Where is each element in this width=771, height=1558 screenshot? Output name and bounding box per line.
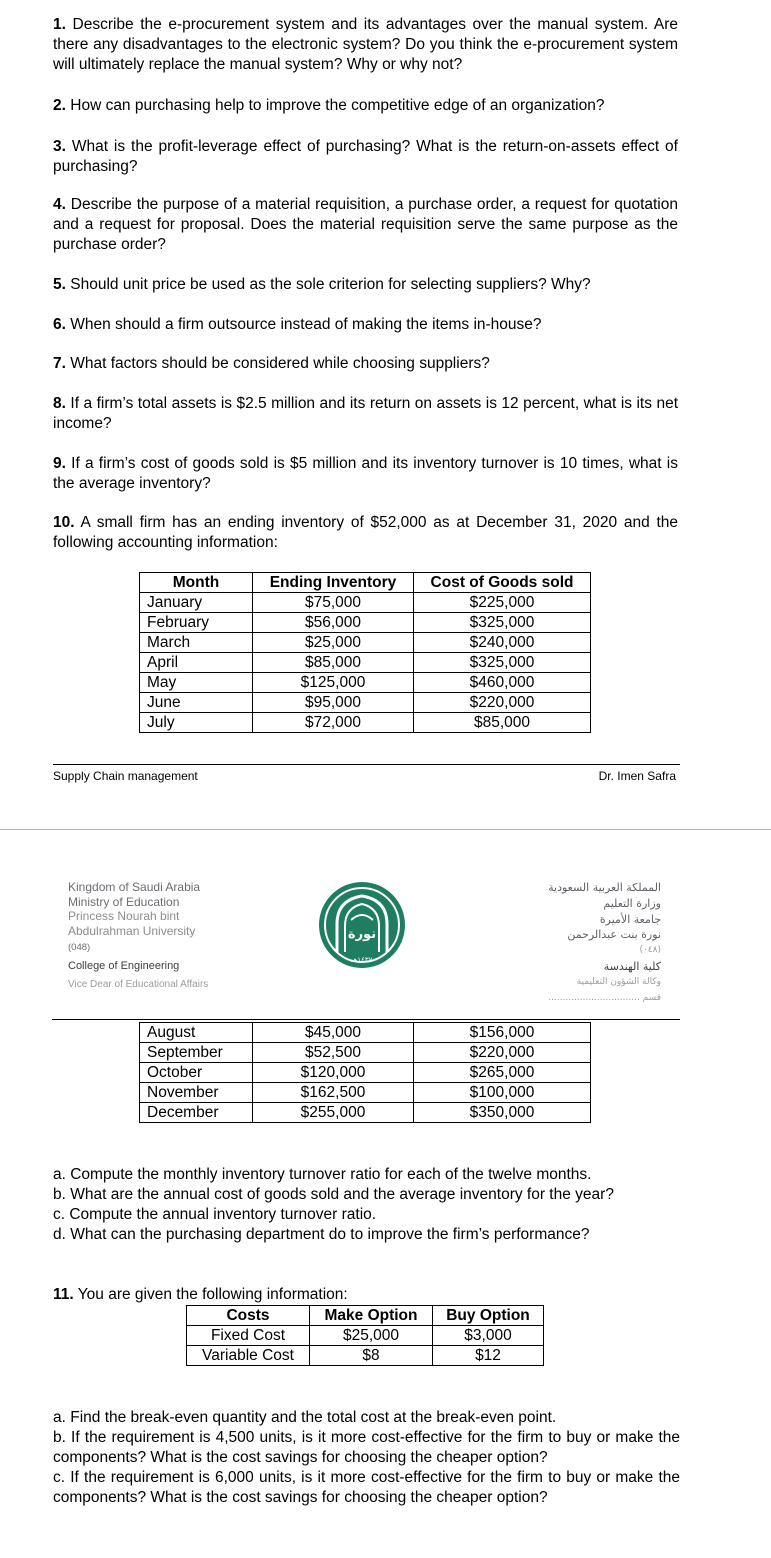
column-header-ending-inventory: Ending Inventory <box>253 573 414 593</box>
footer-rule <box>53 764 680 765</box>
cell-cogs: $156,000 <box>414 1023 591 1043</box>
cell-month: February <box>140 613 253 633</box>
cell-ending-inventory: $72,000 <box>253 713 414 733</box>
question-text: Describe the purpose of a material requisition, a purchase order, a request for quotation and a request for proposal. Does the material requisition serve the same purpose as the purchase order? <box>53 196 678 253</box>
question-text: What is the profit-leverage effect of purchasing? What is the return-on-assets effect of purchasing? <box>53 138 678 175</box>
table-row <box>140 693 591 713</box>
cell-cogs: $225,000 <box>414 593 591 613</box>
letterhead-line: Vice Dear of Educational Affairs <box>68 978 209 990</box>
letterhead-line: كلية الهندسة <box>603 959 661 973</box>
table-row <box>140 1023 591 1043</box>
cell-month: August <box>140 1023 253 1043</box>
cell-cogs: $220,000 <box>414 693 591 713</box>
question-6 <box>53 315 678 335</box>
university-logo <box>315 880 409 970</box>
table-row <box>140 1043 591 1063</box>
question-text: You are given the following information: <box>77 1286 348 1303</box>
question-number: 10. <box>53 514 75 531</box>
question-4 <box>53 195 678 255</box>
cell-cogs: $460,000 <box>414 673 591 693</box>
cell-month: September <box>140 1043 253 1063</box>
cell-ending-inventory: $120,000 <box>253 1063 414 1083</box>
page-divider <box>0 829 771 830</box>
table-row <box>140 653 591 673</box>
column-header-month: Month <box>140 573 253 593</box>
question-11 <box>53 1285 678 1305</box>
footer-author: Dr. Imen Safra <box>598 769 676 783</box>
cell-cogs: $350,000 <box>414 1103 591 1123</box>
inventory-table-continued <box>139 1022 591 1123</box>
cell-month: November <box>140 1083 253 1103</box>
make-buy-table <box>186 1305 544 1366</box>
q10-parts <box>53 1165 683 1245</box>
q11-parts <box>53 1408 680 1508</box>
cell-month: July <box>140 713 253 733</box>
table-row <box>140 1103 591 1123</box>
question-1 <box>53 15 678 75</box>
question-number: 6. <box>53 316 66 333</box>
question-number: 8. <box>53 395 66 412</box>
cell-buy: $3,000 <box>433 1326 544 1346</box>
letterhead-line: نورة بنت عبدالرحمن <box>567 928 661 942</box>
cell-ending-inventory: $125,000 <box>253 673 414 693</box>
question-number: 2. <box>53 97 66 114</box>
letterhead-rule <box>52 1019 680 1020</box>
cell-cost-type: Variable Cost <box>187 1346 310 1366</box>
cell-month: June <box>140 693 253 713</box>
question-9 <box>53 454 678 494</box>
table-row <box>140 613 591 633</box>
cell-month: May <box>140 673 253 693</box>
inventory-table <box>139 572 591 733</box>
table-row <box>140 1083 591 1103</box>
cell-cogs: $325,000 <box>414 613 591 633</box>
question-number: 9. <box>53 455 66 472</box>
cell-cogs: $85,000 <box>414 713 591 733</box>
column-header-buy: Buy Option <box>433 1306 544 1326</box>
table-row <box>140 633 591 653</box>
question-number: 4. <box>53 196 66 213</box>
column-header-cogs: Cost of Goods sold <box>414 573 591 593</box>
cell-ending-inventory: $45,000 <box>253 1023 414 1043</box>
q10-part-b: b. What are the annual cost of goods sold and the average inventory for the year? <box>53 1186 614 1203</box>
letterhead-line: (048) <box>68 942 91 954</box>
cell-buy: $12 <box>433 1346 544 1366</box>
table-row <box>187 1346 544 1366</box>
cell-make: $8 <box>310 1346 433 1366</box>
q10-part-d: d. What can the purchasing department do to improve the firm’s performance? <box>53 1226 590 1243</box>
question-text: If a firm’s total assets is $2.5 million and its return on assets is 12 percent, what is its net income? <box>53 395 678 432</box>
cell-month: April <box>140 653 253 673</box>
q11-part-a: a. Find the break-even quantity and the total cost at the break-even point. <box>53 1409 557 1426</box>
cell-ending-inventory: $75,000 <box>253 593 414 613</box>
question-number: 7. <box>53 355 66 372</box>
letterhead-line: College of Engineering <box>68 959 180 972</box>
letterhead-english <box>68 880 268 992</box>
question-number: 3. <box>53 138 66 155</box>
logo-text: نورة <box>347 927 377 942</box>
question-10 <box>53 513 678 553</box>
letterhead-arabic <box>461 880 661 1006</box>
question-text: How can purchasing help to improve the competitive edge of an organization? <box>70 97 605 114</box>
letterhead-line: المملكة العربية السعودية <box>548 881 661 894</box>
letterhead-line: Abdulrahman University <box>68 923 196 938</box>
cell-ending-inventory: $25,000 <box>253 633 414 653</box>
cell-month: October <box>140 1063 253 1083</box>
question-text: A small firm has an ending inventory of $52,000 as at December 31, 2020 and the following accounting information: <box>53 514 679 551</box>
q10-part-a: a. Compute the monthly inventory turnover ratio for each of the twelve months. <box>53 1166 592 1183</box>
question-5 <box>53 275 678 295</box>
table-header-row <box>140 573 591 593</box>
table-row <box>140 673 591 693</box>
letterhead-line: (٠٤٨) <box>639 945 661 956</box>
question-text: Should unit price be used as the sole criterion for selecting suppliers? Why? <box>70 276 591 293</box>
cell-ending-inventory: $52,500 <box>253 1043 414 1063</box>
question-2 <box>53 96 678 116</box>
q11-part-b: b. If the requirement is 4,500 units, is it more cost-effective for the firm to buy or make the components? What is the cost savings for choosing the cheaper option? <box>53 1429 680 1466</box>
question-text: If a firm’s cost of goods sold is $5 million and its inventory turnover is 10 times, what is the average inventory? <box>53 455 678 492</box>
q10-part-c: c. Compute the annual inventory turnover ratio. <box>53 1206 377 1223</box>
cell-cogs: $325,000 <box>414 653 591 673</box>
cell-cogs: $240,000 <box>414 633 591 653</box>
letterhead-line: وزارة التعليم <box>603 896 661 910</box>
cell-ending-inventory: $56,000 <box>253 613 414 633</box>
cell-ending-inventory: $255,000 <box>253 1103 414 1123</box>
question-number: 5. <box>53 276 66 293</box>
question-text: What factors should be considered while choosing suppliers? <box>70 355 490 372</box>
cell-cogs: $100,000 <box>414 1083 591 1103</box>
question-text: Describe the e-procurement system and its advantages over the manual system. Are there any disadvantages to the electronic system? Do you think the e-procurement system will ultimately replace the manual system? Why or why not? <box>53 16 679 73</box>
table-row <box>140 713 591 733</box>
question-text: When should a firm outsource instead of making the items in-house? <box>70 316 542 333</box>
q11-part-c: c. If the requirement is 6,000 units, is it more cost-effective for the firm to buy or make the components? What is the cost savings for choosing the cheaper option? <box>53 1469 680 1506</box>
question-3 <box>53 137 678 177</box>
letterhead-line: وكالة الشؤون التعليمية <box>576 976 661 987</box>
letterhead-line: جامعة الأميرة <box>599 912 661 926</box>
column-header-make: Make Option <box>310 1306 433 1326</box>
question-number: 1. <box>53 16 66 33</box>
cell-cogs: $220,000 <box>414 1043 591 1063</box>
cell-ending-inventory: $162,500 <box>253 1083 414 1103</box>
cell-month: March <box>140 633 253 653</box>
table-row <box>140 593 591 613</box>
cell-cost-type: Fixed Cost <box>187 1326 310 1346</box>
question-number: 11. <box>53 1286 74 1303</box>
letterhead-line: Kingdom of Saudi Arabia <box>68 880 201 894</box>
cell-ending-inventory: $85,000 <box>253 653 414 673</box>
question-8 <box>53 394 678 434</box>
footer-course: Supply Chain management <box>53 769 198 783</box>
table-row <box>187 1326 544 1346</box>
table-header-row <box>187 1306 544 1326</box>
letterhead-line: Ministry of Education <box>68 894 180 909</box>
cell-month: December <box>140 1103 253 1123</box>
table-row <box>140 1063 591 1083</box>
cell-ending-inventory: $95,000 <box>253 693 414 713</box>
column-header-costs: Costs <box>187 1306 310 1326</box>
cell-make: $25,000 <box>310 1326 433 1346</box>
letterhead-line: قسم ................................ <box>548 992 661 1003</box>
cell-cogs: $265,000 <box>414 1063 591 1083</box>
cell-month: January <box>140 593 253 613</box>
logo-year: ١٤٣٧هـ <box>351 956 373 964</box>
letterhead-line: Princess Nourah bint <box>68 909 180 924</box>
question-7 <box>53 354 678 374</box>
